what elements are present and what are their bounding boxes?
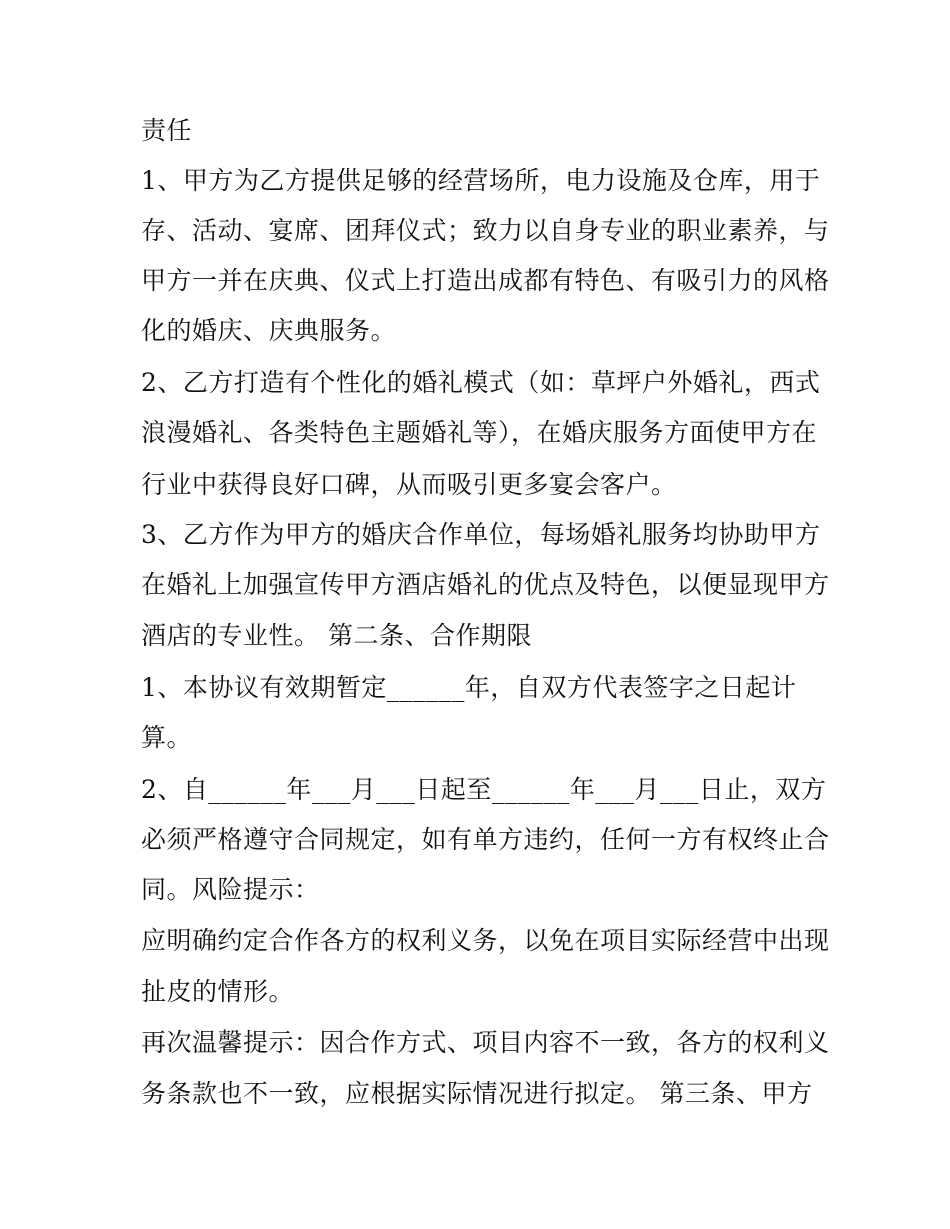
text-line: 责任 — [141, 116, 193, 145]
text-line: 再次温馨提示：因合作方式、项目内容不一致，各方的权利义 — [141, 1028, 830, 1057]
text-line: 2、乙方打造有个性化的婚礼模式（如：草坪户外婚礼，西式 — [141, 368, 821, 397]
text-line: 应明确约定合作各方的权利义务，以免在项目实际经营中出现 — [141, 926, 830, 955]
text-line: 务条款也不一致，应根据实际情况进行拟定。 第三条、甲方 — [141, 1079, 813, 1108]
text-line: 化的婚庆、庆典服务。 — [141, 316, 397, 345]
text-line: 必须严格遵守合同规定，如有单方违约，任何一方有权终止合 — [141, 825, 830, 854]
text-line: 甲方一并在庆典、仪式上打造出成都有特色、有吸引力的风格 — [141, 266, 830, 295]
text-line: 算。 — [141, 723, 193, 752]
text-line: 酒店的专业性。 第二条、合作期限 — [141, 621, 532, 650]
text-line: 行业中获得良好口碑，从而吸引更多宴会客户。 — [141, 470, 677, 499]
text-line: 同。风险提示： — [141, 875, 320, 904]
text-line: 3、乙方作为甲方的婚庆合作单位，每场婚礼服务均协助甲方 — [141, 520, 821, 549]
text-line: 在婚礼上加强宣传甲方酒店婚礼的优点及特色，以便显现甲方 — [141, 570, 830, 599]
text-line: 1、本协议有效期暂定______年，自双方代表签字之日起计 — [141, 673, 797, 702]
text-line: 扯皮的情形。 — [141, 977, 295, 1006]
text-line: 浪漫婚礼、各类特色主题婚礼等），在婚庆服务方面使甲方在 — [141, 418, 818, 447]
text-line: 1、甲方为乙方提供足够的经营场所，电力设施及仓库，用于 — [141, 166, 821, 195]
text-line: 存、活动、宴席、团拜仪式；致力以自身专业的职业素养，与 — [141, 216, 830, 245]
text-line: 2、自______年___月___日起至______年___月___日止，双方 — [141, 775, 827, 804]
